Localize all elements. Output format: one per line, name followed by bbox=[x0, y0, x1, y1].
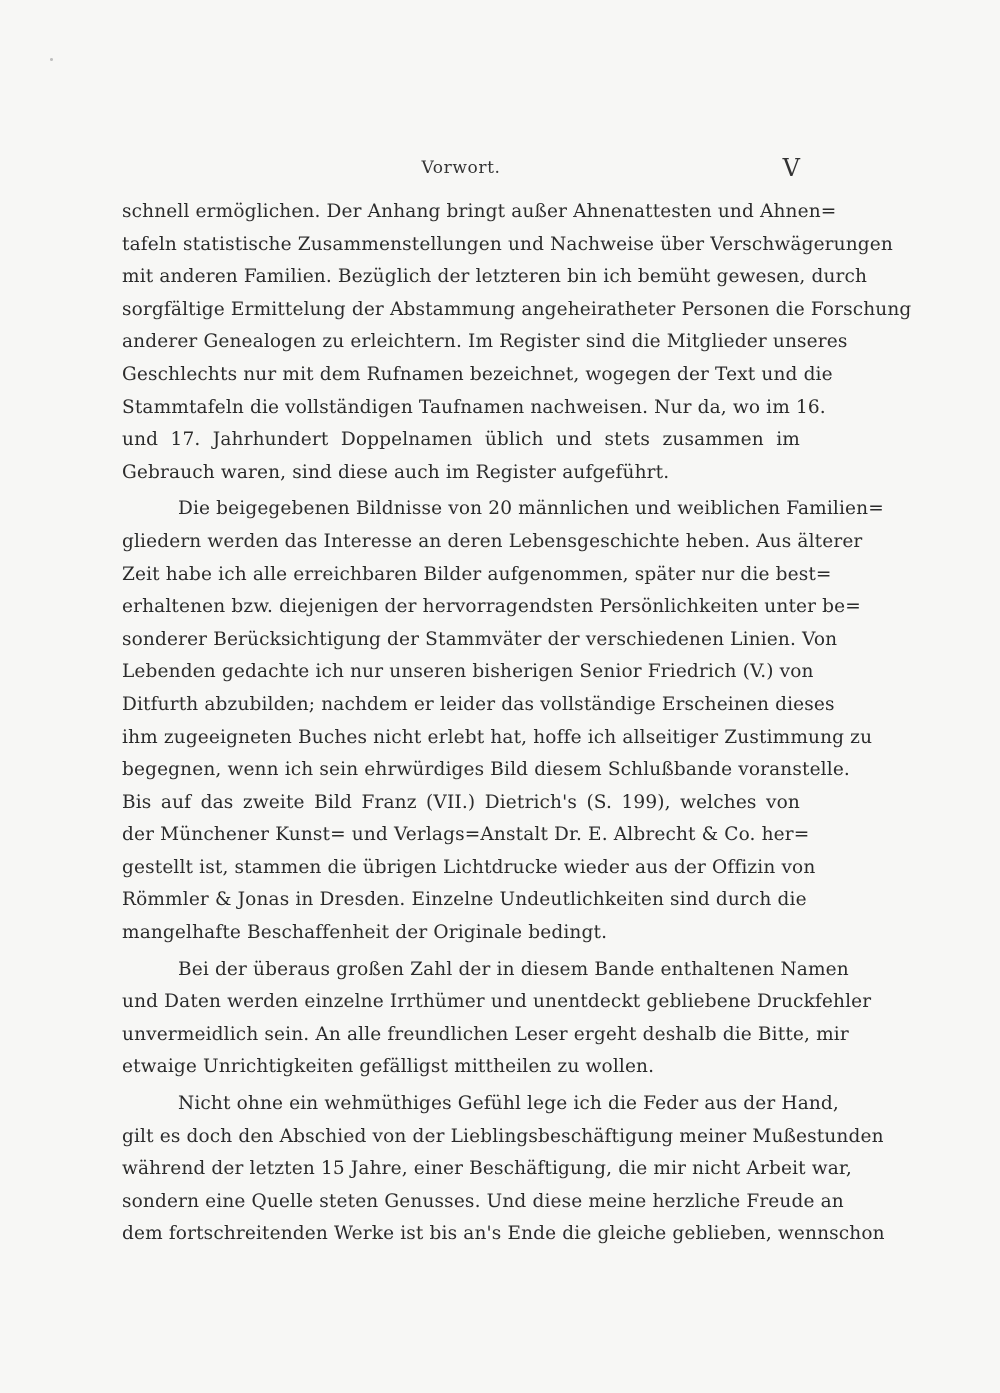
paragraph-1 bbox=[122, 196, 912, 489]
text-line: gilt es doch den Abschied von der Lieblingsbeschäftigung meiner Mußestunden bbox=[122, 1125, 884, 1147]
text-line: Ditfurth abzubilden; nachdem er leider das vollständige Erscheinen dieses bbox=[122, 693, 835, 715]
text-line: mangelhafte Beschaffenheit der Originale bedingt. bbox=[122, 922, 608, 944]
text-line: Zeit habe ich alle erreichbaren Bilder aufgenommen, später nur die best= bbox=[122, 563, 832, 585]
running-head-title: Vorwort. bbox=[421, 158, 501, 178]
text-line: begegnen, wenn ich sein ehrwürdiges Bild diesem Schlußbande voranstelle. bbox=[122, 759, 850, 781]
paragraph-2 bbox=[122, 493, 884, 949]
text-line: und 17. Jahrhundert Doppelnamen üblich und stets zusammen im bbox=[122, 429, 800, 451]
text-line: etwaige Unrichtigkeiten gefälligst mittheilen zu wollen. bbox=[122, 1056, 655, 1078]
paragraph-4 bbox=[122, 1088, 885, 1251]
page-header bbox=[122, 154, 800, 188]
body-text bbox=[122, 196, 912, 1251]
text-line: anderer Genealogen zu erleichtern. Im Register sind die Mitglieder unseres bbox=[122, 331, 848, 353]
text-line: Nicht ohne ein wehmüthiges Gefühl lege ich die Feder aus der Hand, bbox=[178, 1093, 839, 1115]
text-line: der Münchener Kunst= und Verlags=Anstalt Dr. E. Albrecht & Co. her= bbox=[122, 824, 810, 846]
text-line: sorgfältige Ermittelung der Abstammung angeheiratheter Personen die Forschung bbox=[122, 298, 912, 320]
text-line: Die beigegebenen Bildnisse von 20 männlichen und weiblichen Familien= bbox=[178, 498, 884, 520]
text-line: gestellt ist, stammen die übrigen Lichtdrucke wieder aus der Offizin von bbox=[122, 856, 816, 878]
text-line: sonderer Berücksichtigung der Stammväter der verschiedenen Linien. Von bbox=[122, 628, 838, 650]
paper-speck bbox=[50, 58, 53, 61]
text-line: dem fortschreitenden Werke ist bis an's Ende die gleiche geblieben, wennschon bbox=[122, 1223, 885, 1245]
paragraph-3 bbox=[122, 954, 872, 1084]
text-line: tafeln statistische Zusammenstellungen und Nachweise über Verschwägerungen bbox=[122, 233, 893, 255]
text-line: erhaltenen bzw. diejenigen der hervorragendsten Persönlichkeiten unter be= bbox=[122, 596, 861, 618]
text-line: Bis auf das zweite Bild Franz (VII.) Dietrich's (S. 199), welches von bbox=[122, 791, 800, 813]
text-line: ihm zugeeigneten Buches nicht erlebt hat, hoffe ich allseitiger Zustimmung zu bbox=[122, 726, 873, 748]
text-line: Geschlechts nur mit dem Rufnamen bezeichnet, wogegen der Text und die bbox=[122, 363, 833, 385]
text-line: unvermeidlich sein. An alle freundlichen Leser ergeht deshalb die Bitte, mir bbox=[122, 1023, 849, 1045]
text-line: und Daten werden einzelne Irrthümer und unentdeckt gebliebene Druckfehler bbox=[122, 991, 872, 1013]
text-line: Bei der überaus großen Zahl der in diesem Bande enthaltenen Namen bbox=[178, 958, 849, 980]
text-line: Stammtafeln die vollständigen Taufnamen nachweisen. Nur da, wo im 16. bbox=[122, 396, 826, 418]
text-line: Lebenden gedachte ich nur unseren bisherigen Senior Friedrich (V.) von bbox=[122, 661, 814, 683]
text-line: Gebrauch waren, sind diese auch im Register aufgeführt. bbox=[122, 461, 670, 483]
text-line: Römmler & Jonas in Dresden. Einzelne Undeutlichkeiten sind durch die bbox=[122, 889, 807, 911]
text-line: sondern eine Quelle steten Genusses. Und diese meine herzliche Freude an bbox=[122, 1190, 844, 1212]
text-line: schnell ermöglichen. Der Anhang bringt außer Ahnenattesten und Ahnen= bbox=[122, 201, 837, 222]
text-line: während der letzten 15 Jahre, einer Beschäftigung, die mir nicht Arbeit war, bbox=[122, 1158, 852, 1180]
text-line: gliedern werden das Interesse an deren Lebensgeschichte heben. Aus älterer bbox=[122, 530, 863, 552]
text-line: mit anderen Familien. Bezüglich der letzteren bin ich bemüht gewesen, durch bbox=[122, 266, 868, 288]
page-number: V bbox=[782, 154, 800, 182]
